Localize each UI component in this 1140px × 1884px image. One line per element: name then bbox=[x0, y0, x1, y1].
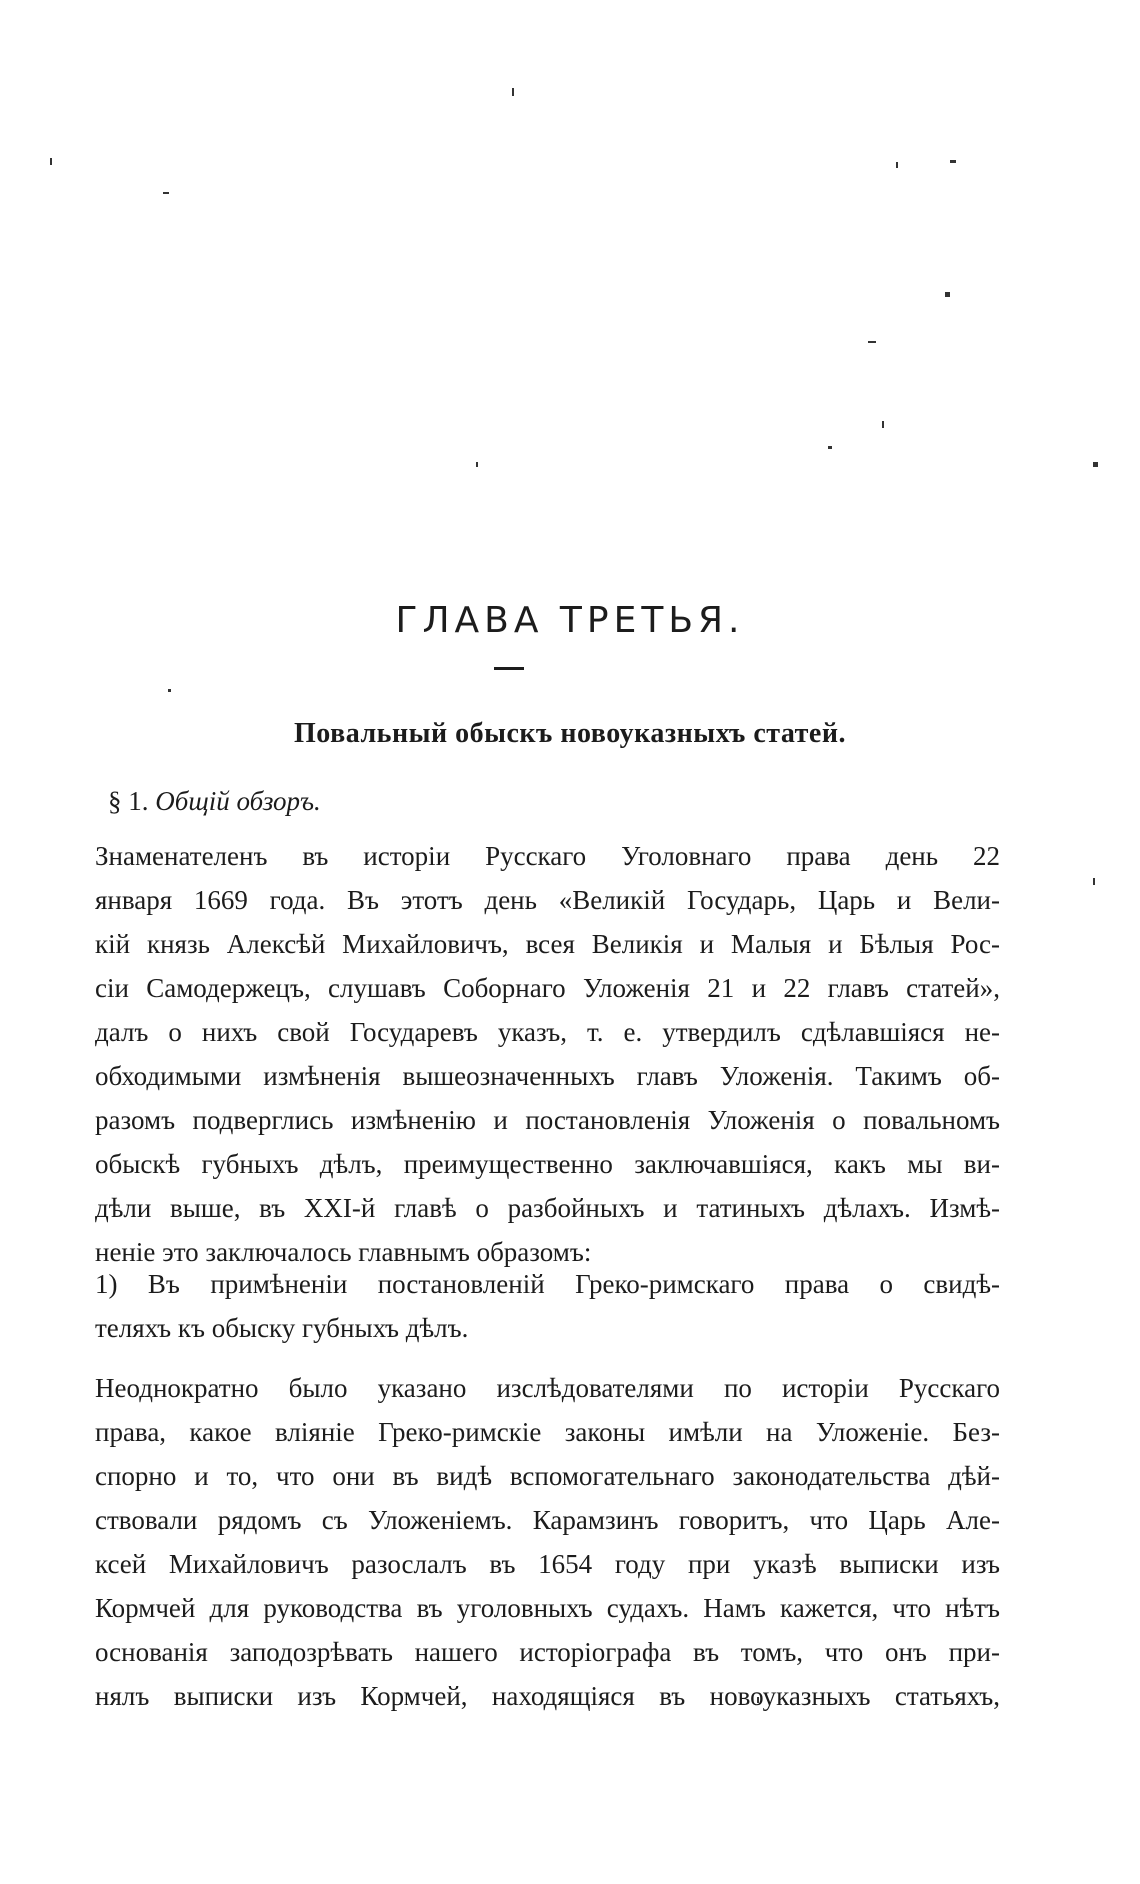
text-line: нялъ выписки изъ Кормчей, находящіяся въ новоуказныхъ статьяхъ, bbox=[95, 1681, 1000, 1711]
text-line: теляхъ къ обыску губныхъ дѣлъ. bbox=[95, 1313, 469, 1343]
print-speck bbox=[50, 158, 52, 165]
print-speck bbox=[476, 462, 478, 467]
text-line: Кормчей для руководства въ уголовныхъ судахъ. Намъ кажется, что нѣтъ bbox=[95, 1593, 1000, 1623]
text-line: кій князь Алексѣй Михайловичъ, всея Великія и Малыя и Бѣлыя Рос- bbox=[95, 929, 1000, 959]
text-line: обыскѣ губныхъ дѣлъ, преимущественно заключавшіяся, какъ мы ви- bbox=[95, 1149, 1000, 1179]
subsection-title: Общій обзоръ. bbox=[155, 786, 321, 816]
text-line: января 1669 года. Въ этотъ день «Великій Государь, Царь и Вели- bbox=[95, 885, 1000, 915]
print-speck bbox=[868, 341, 876, 343]
text-line: обходимыми измѣненія вышеозначенныхъ главъ Уложенія. Такимъ об- bbox=[95, 1061, 1000, 1091]
paragraph-1 bbox=[95, 834, 1000, 1274]
text-line: спорно и то, что они въ видѣ вспомогательнаго законодательства дѣй- bbox=[95, 1461, 1000, 1491]
print-speck bbox=[1093, 462, 1098, 467]
print-speck bbox=[896, 162, 898, 168]
print-speck bbox=[512, 88, 514, 96]
text-line: 1) Въ примѣненіи постановленій Греко-римскаго права о свидѣ- bbox=[95, 1269, 1000, 1299]
print-speck bbox=[945, 292, 950, 297]
subsection-heading bbox=[108, 786, 321, 817]
paragraph-3 bbox=[95, 1366, 1000, 1718]
text-line: ствовали рядомъ съ Уложеніемъ. Карамзинъ говоритъ, что Царь Але- bbox=[95, 1505, 1000, 1535]
print-speck bbox=[882, 421, 884, 428]
chapter-title: ГЛАВА ТРЕТЬЯ. bbox=[395, 600, 745, 641]
print-speck bbox=[168, 689, 171, 692]
print-speck bbox=[828, 446, 832, 449]
print-speck bbox=[163, 192, 169, 194]
text-line: дѣли выше, въ XXI-й главѣ о разбойныхъ и татиныхъ дѣлахъ. Измѣ- bbox=[95, 1193, 1000, 1223]
text-line: права, какое вліяніе Греко-римскіе законы имѣли на Уложеніе. Без- bbox=[95, 1417, 1000, 1447]
text-line: неніе это заключалось главнымъ образомъ: bbox=[95, 1237, 592, 1267]
text-line: основанія заподозрѣвать нашего исторіографа въ томъ, что онъ при- bbox=[95, 1637, 1000, 1667]
paragraph-2 bbox=[95, 1262, 1000, 1350]
print-speck bbox=[950, 160, 956, 163]
subsection-number: § 1. bbox=[108, 786, 149, 816]
text-line: Неоднократно было указано изслѣдователями по исторіи Русскаго bbox=[95, 1373, 1000, 1403]
section-heading: Повальный обыскъ новоуказныхъ статей. bbox=[294, 718, 846, 749]
title-divider bbox=[494, 667, 524, 670]
text-line: сіи Самодержецъ, слушавъ Соборнаго Уложенія 21 и 22 главъ статей», bbox=[95, 973, 1000, 1003]
text-line: разомъ подверглись измѣненію и постановленія Уложенія о повальномъ bbox=[95, 1105, 1000, 1135]
print-speck bbox=[1093, 878, 1095, 885]
text-line: ксей Михайловичъ разослалъ въ 1654 году при указѣ выписки изъ bbox=[95, 1549, 1000, 1579]
text-line: Знаменателенъ въ исторіи Русскаго Уголовнаго права день 22 bbox=[95, 841, 1000, 871]
text-line: далъ о нихъ свой Государевъ указъ, т. е. утвердилъ сдѣлавшіяся не- bbox=[95, 1017, 1000, 1047]
